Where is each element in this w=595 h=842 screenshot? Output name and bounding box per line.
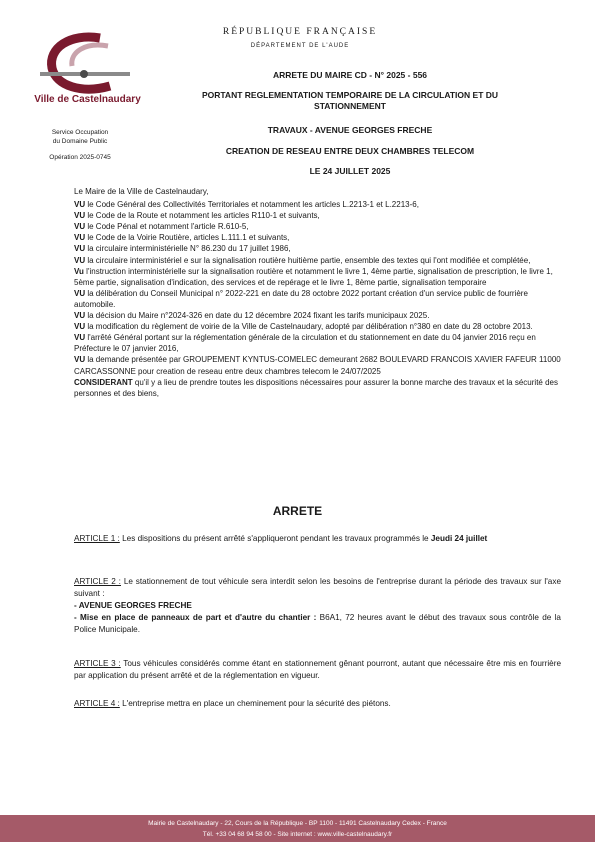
title-date: LE 24 JUILLET 2025 [309,166,391,176]
preamble-item-text: la modification du règlement de voirie de la Ville de Castelnaudary, adopté par délibération n°380 en date du 28 octobre 2013. [85,322,533,332]
article-2-label: ARTICLE 2 : [74,577,121,586]
article-1-text: Les dispositions du présent arrêté s'appliqueront pendant les travaux programmés le [119,534,431,543]
preamble-item-lead: VU [74,255,86,265]
preamble-item [74,354,561,376]
preamble-item [74,243,561,254]
preamble-item [74,221,561,232]
footer-address: Mairie de Castelnaudary - 22, Cours de la République - BP 1100 - 11491 Castelnaudary Cedex - France [148,820,447,827]
article-3-label: ARTICLE 3 : [74,659,121,668]
preamble-item-lead: VU [74,355,86,365]
title-portant [165,90,535,112]
title-portant-line-2: STATIONNEMENT [314,101,386,111]
article-1-label: ARTICLE 1 : [74,534,120,543]
preamble-item-lead: VU [74,311,86,321]
preamble-item-lead: CONSIDERANT [74,377,133,387]
preamble-item-text: la circulaire interministériel e sur la signalisation routière huitième partie, ensemble des textes qui l'ont modifiée et complétée, [85,255,531,265]
preamble-item [74,332,561,354]
preamble-item-lead: VU [74,211,86,221]
preamble-item-lead: VU [74,322,86,332]
article-1 [74,533,561,545]
preamble-item [74,210,561,221]
title-creation: CREATION DE RESEAU ENTRE DEUX CHAMBRES TELECOM [225,146,475,156]
preamble-item [74,288,561,310]
operation-number: Opération 2025-0745 [49,154,111,161]
article-2-panneaux: - Mise en place de panneaux de part et d'autre du chantier : [74,613,317,622]
republique-header: RÉPUBLIQUE FRANÇAISE [222,27,378,37]
article-2 [74,576,561,636]
preamble-item [74,232,561,243]
article-2-street: - AVENUE GEORGES FRECHE [74,601,192,610]
preamble-item-text: qu'il y a lieu de prendre toutes les dispositions nécessaires pour assurer la bonne marche des travaux et la sécurité des personnes et des biens, [74,377,558,398]
preamble-item-lead: VU [74,233,86,243]
preamble-item-lead: VU [74,200,86,210]
preamble [74,186,561,399]
arrete-heading: ARRETE [272,504,323,518]
arrete-number: ARRETE DU MAIRE CD - N° 2025 - 556 [272,70,428,80]
preamble-item [74,199,561,210]
preamble-item-text: le Code de la Route et notamment les articles R110-1 et suivants, [85,211,320,221]
page-footer [0,815,595,842]
preamble-item-text: l'arrêté Général portant sur la réglementation générale de la circulation et du stationnement en date du 04 janvier 2016 reçu en Préfecture le 07 janvier 2016, [74,333,536,354]
preamble-item [74,377,561,399]
preamble-item-text: la délibération du Conseil Municipal n° 2022-221 en date du 28 octobre 2022 portant création d'un service public de fourrière automobile. [74,288,528,309]
preamble-item [74,266,561,288]
article-4 [74,698,561,710]
preamble-item-text: la demande présentée par GROUPEMENT KYNTUS-COMELEC demeurant 2682 BOULEVARD FRANCOIS XAVIER FAFEUR 11000 CARCASSONNE pour creation de reseau entre deux chambres telecom le 24/07/2025 [74,355,561,376]
preamble-item-lead: VU [74,288,86,298]
service-line-1: Service Occupation [51,129,109,136]
article-4-label: ARTICLE 4 : [74,699,120,708]
departement-header: DÉPARTEMENT DE L'AUDE [250,43,350,49]
article-2-panneaux-text: B6A1, 72 heures avant le début des travaux sous contrôle de la Police Municipale. [74,613,561,634]
preamble-item-text: la décision du Maire n°2024-326 en date du 12 décembre 2024 fixant les tarifs municipaux 2025. [85,311,430,321]
preamble-item [74,321,561,332]
service-label [20,128,140,146]
preamble-item [74,255,561,266]
preamble-item-lead: VU [74,222,86,232]
preamble-item-lead: Vu [74,266,84,276]
title-travaux: TRAVAUX - AVENUE GEORGES FRECHE [267,125,433,135]
service-line-2: du Domaine Public [52,138,108,145]
preamble-item-text: l'instruction interministérielle sur la signalisation routière et notamment le livre 1, 4ème partie, signalisation de prescription, le livre 1, 5ème partie, signalisation d'indication, des services et de repérage et le livre 1, 8ème partie, signalisation temporaire [74,266,553,287]
article-4-text: L'entreprise mettra en place un cheminement pour la sécurité des piétons. [119,699,391,708]
article-3-text: Tous véhicules considérés comme étant en stationnement gênant pourront, autant que nécessaire être mis en fourrière par application du présent arrêté et de la réglementation en vigueur. [74,659,561,680]
preamble-item-text: le Code Pénal et notamment l'article R.610-5, [85,222,249,232]
article-1-date: Jeudi 24 juillet [430,534,488,543]
footer-contact: Tél. +33 04 68 94 58 00 - Site internet : www.ville-castelnaudary.fr [202,831,393,838]
preamble-item-lead: VU [74,333,86,343]
preamble-item-text: le Code de la Voirie Routière, articles L.111.1 et suivants, [85,233,290,243]
article-2-text: Le stationnement de tout véhicule sera interdit selon les besoins de l'entreprise durant la période des travaux sur l'axe suivant : [74,577,561,598]
preamble-intro: Le Maire de la Ville de Castelnaudary, [74,187,209,196]
logo-city-name: Ville de Castelnaudary [34,94,141,105]
preamble-item [74,310,561,321]
title-portant-line-1: PORTANT REGLEMENTATION TEMPORAIRE DE LA CIRCULATION ET DU [201,90,499,100]
preamble-item-text: la circulaire interministérielle N° 86.230 du 17 juillet 1986, [85,244,291,254]
preamble-item-text: le Code Général des Collectivités Territoriales et notamment les articles L.2213-1 et L.2213-6, [85,200,419,210]
vu-list [74,199,561,399]
preamble-item-lead: VU [74,244,86,254]
article-3 [74,658,561,682]
